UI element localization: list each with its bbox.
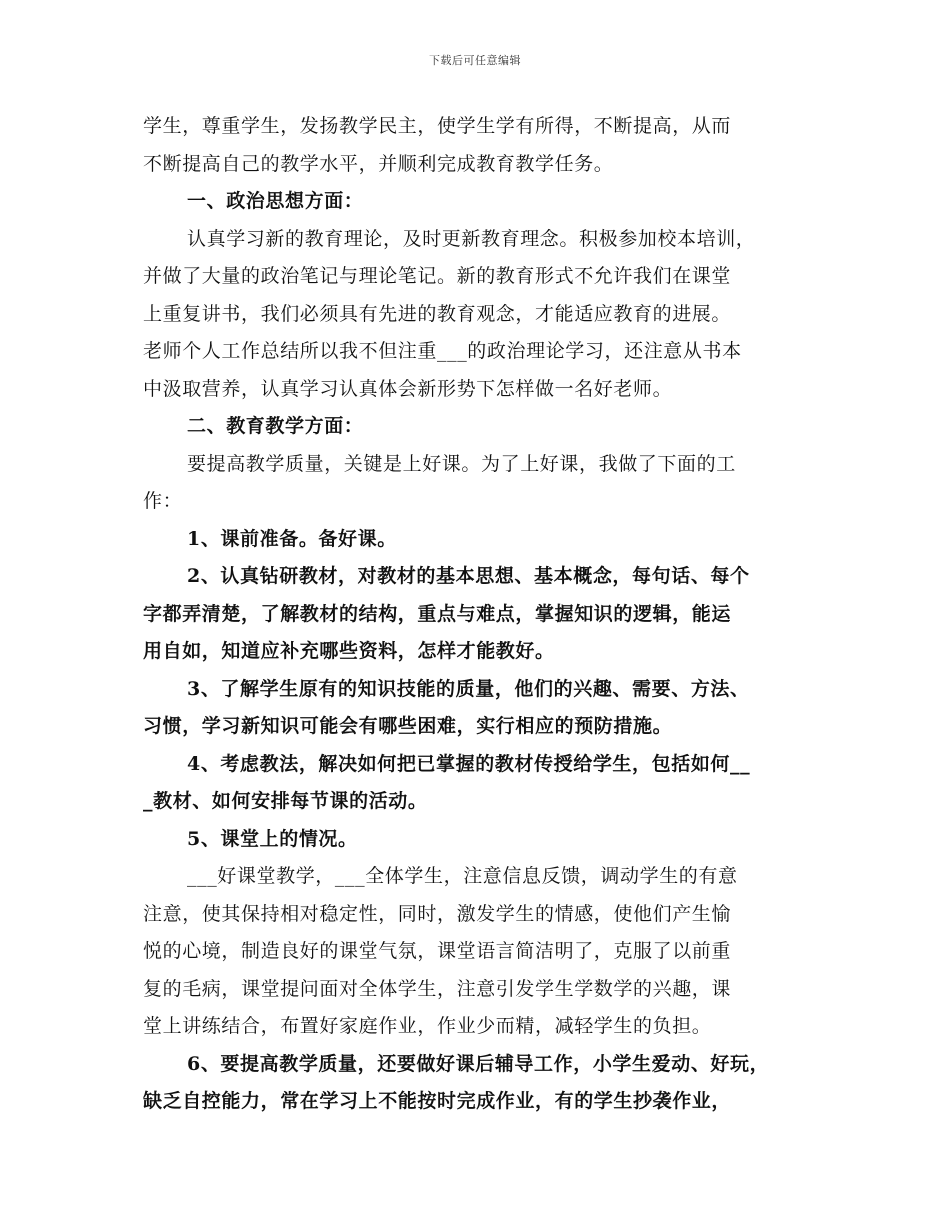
heading-line: 6、要提高教学质量，还要做好课后辅导工作，小学生爱动、好玩， bbox=[187, 1052, 770, 1075]
heading-line: 字都弄清楚，了解教材的结构，重点与难点，掌握知识的逻辑，能运 bbox=[143, 602, 732, 625]
heading-line: 4、考虑教法，解决如何把已掌握的教材传授给学生，包括如何__ bbox=[187, 752, 751, 775]
text-line: 并做了大量的政治笔记与理论笔记。新的教育形式不允许我们在课堂 bbox=[143, 265, 732, 287]
heading-line: 1、课前准备。备好课。 bbox=[187, 527, 397, 550]
text-line: 认真学习新的教育理论，及时更新教育理念。积极参加校本培训， bbox=[187, 227, 756, 250]
text-line: 要提高教学质量，关键是上好课。为了上好课，我做了下面的工 bbox=[187, 452, 736, 475]
heading-line: _教材、如何安排每节课的活动。 bbox=[143, 790, 428, 812]
heading-line: 缺乏自控能力，常在学习上不能按时完成作业，有的学生抄袭作业， bbox=[143, 1090, 732, 1112]
heading-line: 用自如，知道应补充哪些资料，怎样才能教好。 bbox=[143, 640, 555, 662]
page-header: 下载后可任意编辑 bbox=[429, 54, 521, 67]
text-line: 悦的心境，制造良好的课堂气氛，课堂语言简洁明了，克服了以前重 bbox=[143, 940, 732, 962]
text-line: 中汲取营养，认真学习认真体会新形势下怎样做一名好老师。 bbox=[143, 377, 673, 400]
text-line: 学生，尊重学生，发扬教学民主，使学生学有所得，不断提高，从而 bbox=[143, 115, 732, 137]
text-line: 作： bbox=[143, 490, 183, 512]
heading-line: 二、教育教学方面： bbox=[187, 415, 364, 437]
text-line: 堂上讲练结合，布置好家庭作业，作业少而精，减轻学生的负担。 bbox=[143, 1015, 712, 1037]
text-line: 注意，使其保持相对稳定性，同时，激发学生的情感，使他们产生愉 bbox=[143, 902, 732, 925]
text-line: ___好课堂教学，___全体学生，注意信息反馈，调动学生的有意 bbox=[187, 865, 738, 887]
heading-line: 5、课堂上的情况。 bbox=[187, 827, 358, 850]
heading-line: 一、政治思想方面： bbox=[187, 190, 364, 212]
text-line: 上重复讲书，我们必须具有先进的教育观念，才能适应教育的进展。 bbox=[143, 302, 732, 325]
heading-line: 2、认真钻研教材，对教材的基本思想、基本概念，每句话、每个 bbox=[187, 565, 750, 587]
document-body bbox=[143, 108, 833, 1121]
text-line: 不断提高自己的教学水平，并顺利完成教育教学任务。 bbox=[143, 152, 614, 175]
text-line: 老师个人工作总结所以我不但注重___的政治理论学习，还注意从书本 bbox=[143, 340, 742, 362]
heading-line: 3、了解学生原有的知识技能的质量，他们的兴趣、需要、方法、 bbox=[187, 677, 750, 700]
heading-line: 习惯，学习新知识可能会有哪些困难，实行相应的预防措施。 bbox=[143, 715, 673, 737]
text-line: 复的毛病，课堂提问面对全体学生，注意引发学生学数学的兴趣，课 bbox=[143, 977, 732, 1000]
